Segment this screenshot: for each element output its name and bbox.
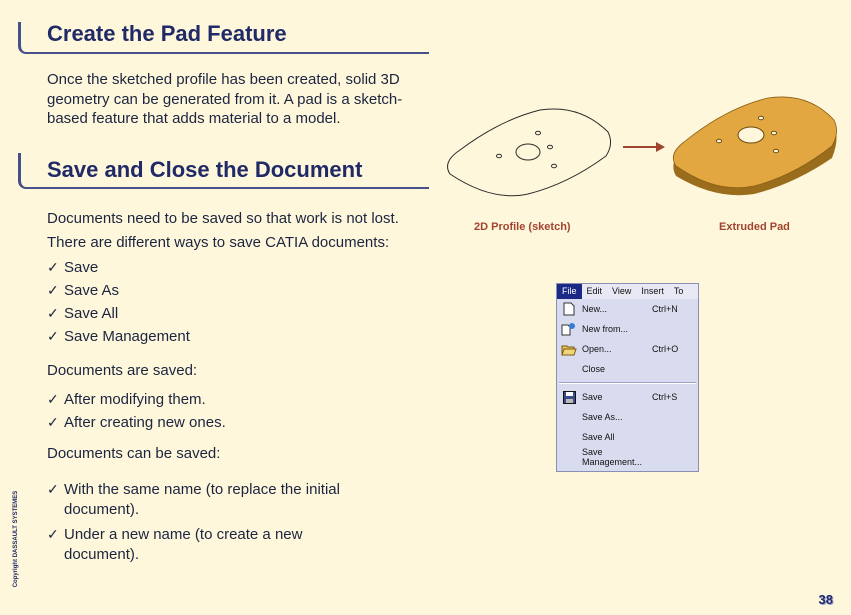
list-item: ✓ Save As	[47, 279, 347, 302]
saved-heading: Documents are saved:	[47, 362, 198, 379]
list-item: ✓ Under a new name (to create a new document).	[47, 526, 303, 563]
menu-item-save[interactable]: Save Ctrl+S	[557, 387, 698, 407]
list-item: ✓ After creating new ones.	[47, 411, 347, 434]
extruded-pad-figure	[666, 96, 842, 198]
save-intro-paragraph: Documents need to be saved so that work is not lost. There are different ways to save CATIA documents:	[47, 210, 399, 251]
menu-item-close[interactable]: Close	[582, 364, 606, 374]
menu-file[interactable]: File	[557, 284, 582, 299]
can-save-heading: Documents can be saved:	[47, 445, 221, 462]
copyright-text: Copyright DASSAULT SYSTEMES	[13, 490, 19, 588]
menu-separator	[559, 382, 696, 384]
save-ways-list	[47, 256, 347, 348]
menu-edit[interactable]: Edit	[586, 286, 603, 296]
menu-item-new[interactable]: New... Ctrl+N	[557, 299, 698, 319]
check-icon: ✓	[47, 305, 59, 321]
sketch-profile-figure	[440, 102, 615, 202]
caption-extruded-pad: Extruded Pad	[719, 221, 790, 233]
menu-item-open[interactable]: Open... Ctrl+O	[557, 339, 698, 359]
save-close-heading: Save and Close the Document	[47, 157, 363, 182]
pad-feature-heading: Create the Pad Feature	[47, 21, 287, 46]
check-icon: ✓	[47, 391, 59, 407]
menu-item-save-as[interactable]: Save As...	[582, 412, 623, 422]
menu-item-save-management[interactable]: Save Management...	[582, 447, 643, 467]
save-disk-icon	[560, 390, 578, 404]
list-item: ✓ With the same name (to replace the initial document).	[47, 481, 340, 518]
menu-view[interactable]: View	[612, 286, 632, 296]
check-icon: ✓	[47, 282, 59, 298]
file-menu	[556, 283, 699, 472]
check-icon: ✓	[47, 481, 59, 497]
list-item: ✓ Save	[47, 256, 347, 279]
saved-list	[47, 388, 347, 434]
list-item: ✓ After modifying them.	[47, 388, 347, 411]
menu-item-new-from[interactable]: New from...	[557, 319, 698, 339]
check-icon: ✓	[47, 259, 59, 275]
pad-feature-paragraph: Once the sketched profile has been created, solid 3D geometry can be generated from it. A pad is a sketch-based feature that adds material to a model.	[47, 71, 403, 127]
arrow-icon	[622, 140, 666, 154]
check-icon: ✓	[47, 526, 59, 542]
check-icon: ✓	[47, 328, 59, 344]
menu-insert[interactable]: Insert	[641, 286, 664, 296]
can-save-list	[47, 480, 367, 570]
page-number: 38	[818, 592, 833, 607]
new-from-icon	[560, 322, 578, 336]
caption-2d-profile: 2D Profile (sketch)	[474, 221, 571, 233]
list-item: ✓ Save Management	[47, 325, 347, 348]
menu-item-save-all[interactable]: Save All	[582, 432, 615, 442]
check-icon: ✓	[47, 414, 59, 430]
open-folder-icon	[560, 342, 578, 356]
menu-tools[interactable]: To	[673, 286, 684, 296]
menu-bar	[557, 284, 698, 299]
new-doc-icon	[560, 302, 578, 316]
list-item: ✓ Save All	[47, 302, 347, 325]
